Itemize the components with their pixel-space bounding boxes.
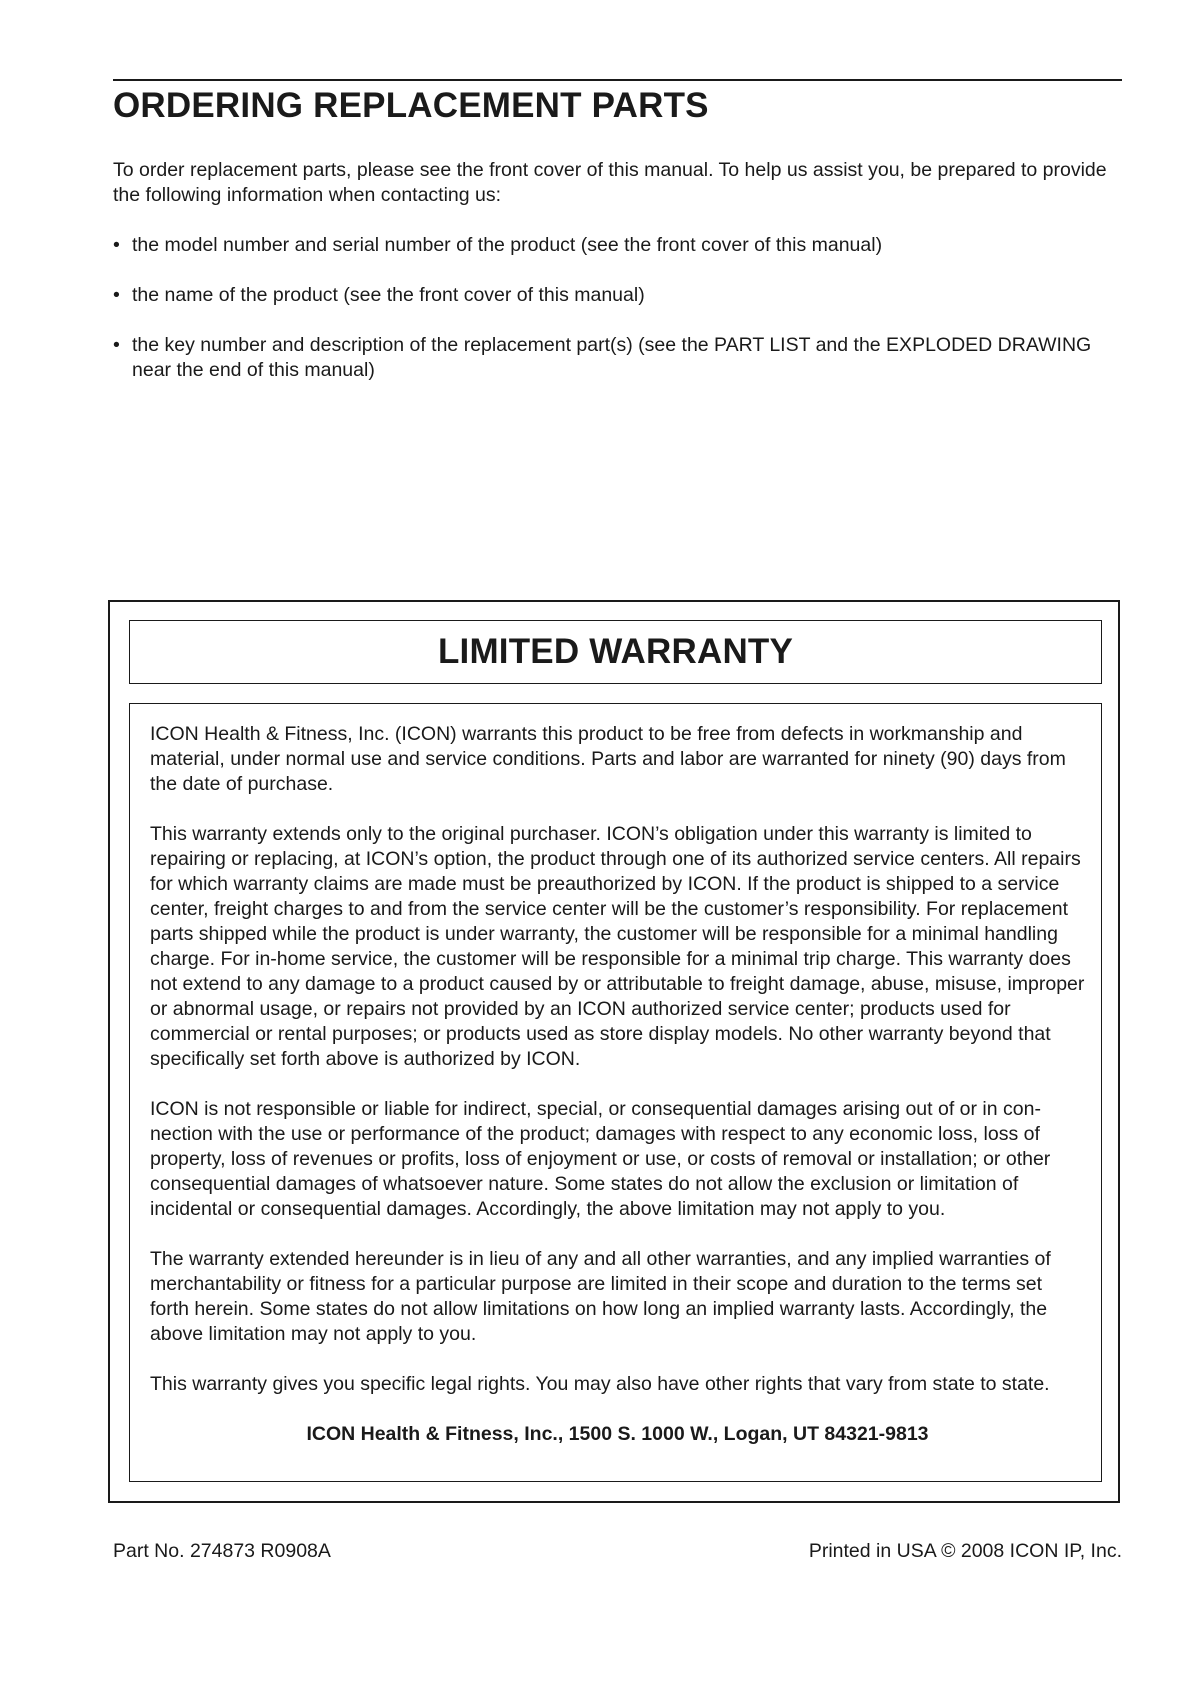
warranty-paragraph: ICON is not responsible or liable for indirect, special, or consequential damages arising out of or in connection with the use or performance of the product; damages with respect to any economic loss, loss of property, loss of revenues or profits, loss of enjoyment or use, or costs of removal or installation; or other consequential damages of whatsoever nature. Some states do not allow the exclusion or limitation of incidental or consequential damages. Accordingly, the above limitation may not apply to you. [150, 1098, 1051, 1220]
bullet-icon: • [113, 284, 120, 306]
ordering-intro: To order replacement parts, please see the front cover of this manual. To help us assist you, be prepared to provide the following information when contacting us: [113, 159, 1107, 206]
warranty-text [150, 722, 1085, 1472]
warranty-title-box [129, 620, 1102, 684]
bullet-icon: • [113, 234, 120, 256]
ordering-list [113, 233, 1113, 408]
warranty-paragraph: This warranty gives you specific legal rights. You may also have other rights that vary from state to state. [150, 1373, 1050, 1395]
ordering-list-item-text: the name of the product (see the front cover of this manual) [132, 284, 645, 306]
top-divider [113, 79, 1122, 81]
ordering-list-item [113, 283, 1113, 308]
footer-printed: Printed in USA © 2008 ICON IP, Inc. [808, 1540, 1122, 1562]
warranty-paragraph: The warranty extended hereunder is in lieu of any and all other warranties, and any implied warranties of merchantability or fitness for a particular purpose are limited in their scope and duration to the terms set forth herein. Some states do not allow limitations on how long an implied warranty lasts. Accordingly, the above limitation may not apply to you. [150, 1248, 1051, 1345]
warranty-title: LIMITED WARRANTY [437, 632, 794, 671]
warranty-paragraph: ICON Health & Fitness, Inc. (ICON) warrants this product to be free from defects in workmanship and material, under normal use and service conditions. Parts and labor are warranted for ninety (90) days from the date of purchase. [150, 723, 1066, 795]
ordering-list-item [113, 233, 1113, 258]
warranty-address: ICON Health & Fitness, Inc., 1500 S. 1000 W., Logan, UT 84321-9813 [306, 1423, 929, 1445]
bullet-icon: • [113, 334, 120, 356]
ordering-list-item-text: the model number and serial number of the product (see the front cover of this manual) [132, 234, 883, 256]
warranty-paragraph: This warranty extends only to the original purchaser. ICON’s obligation under this warranty is limited to repairing or replacing, at ICON’s option, the product through one of its authorized service centers. All repairs for which warranty claims are made must be preauthorized by ICON. If the product is shipped to a service center, freight charges to and from the service center will be the customer’s responsibility. For replacement parts shipped while the product is under warranty, the customer will be responsible for a minimal handling charge. For in-home service, the customer will be responsible for a minimal trip charge. This warranty does not extend to any damage to a product caused by or attributable to freight damage, abuse, misuse, improper or abnormal usage, or repairs not provided by an ICON authorized service center; products used for commercial or rental purposes; or products used as store display models. No other warranty beyond that specifically set forth above is authorized by ICON. [150, 823, 1085, 1070]
ordering-title: ORDERING REPLACEMENT PARTS [113, 86, 709, 125]
footer-part-number: Part No. 274873 R0908A [113, 1540, 331, 1562]
ordering-list-item-text: the key number and description of the replacement part(s) (see the PART LIST and the EXPLODED DRAWING near the end of this manual) [132, 334, 1092, 381]
ordering-list-item [113, 333, 1113, 383]
